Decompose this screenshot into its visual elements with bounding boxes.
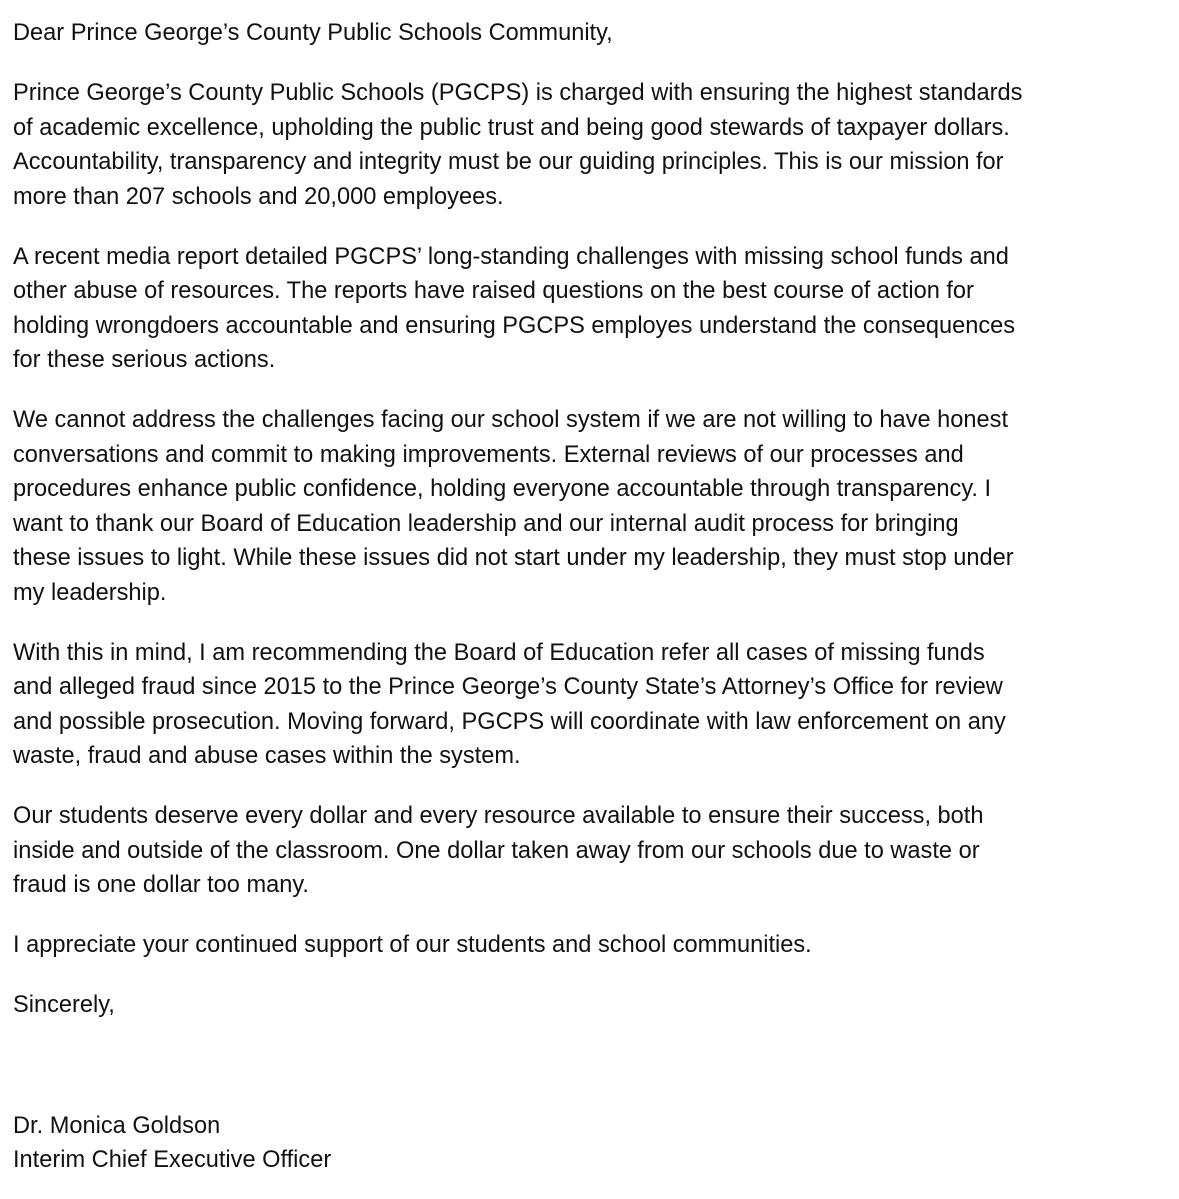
- paragraph: [13, 799, 1022, 903]
- paragraph-line: waste, fraud and abuse cases within the system.: [13, 743, 521, 769]
- paragraph-line: these issues to light. While these issues did not start under my leadership, they must stop under: [13, 545, 1014, 571]
- paragraph-line: of academic excellence, upholding the public trust and being good stewards of taxpayer dollars.: [13, 114, 1010, 141]
- paragraph-line: procedures enhance public confidence, holding everyone accountable through transparency. I: [13, 476, 992, 502]
- paragraph-line: We cannot address the challenges facing our school system if we are not willing to have honest: [13, 407, 1008, 433]
- paragraph-line: and alleged fraud since 2015 to the Prince George’s County State’s Attorney’s Office for review: [13, 674, 1003, 700]
- paragraph-line: I appreciate your continued support of our students and school communities.: [13, 932, 812, 958]
- paragraph-line: inside and outside of the classroom. One dollar taken away from our schools due to waste or: [13, 837, 980, 864]
- paragraph: [13, 76, 1022, 214]
- paragraph: [13, 240, 1022, 378]
- paragraph-line: Our students deserve every dollar and every resource available to ensure their success, both: [13, 803, 984, 829]
- closing-text: Sincerely,: [13, 992, 115, 1018]
- paragraph-line: holding wrongdoers accountable and ensuring PGCPS employes understand the consequences: [13, 312, 1016, 339]
- closing: [13, 988, 1022, 1023]
- paragraph-line: Prince George’s County Public Schools (PGCPS) is charged with ensuring the highest standards: [13, 80, 1023, 106]
- paragraph-line: Accountability, transparency and integrity must be our guiding principles. This is our mission for: [13, 149, 1004, 175]
- paragraph-line: for these serious actions.: [13, 347, 276, 373]
- letter-body: [13, 76, 1022, 963]
- paragraph-line: conversations and commit to making improvements. External reviews of our processes and: [13, 441, 964, 468]
- salutation-text: Dear Prince George’s County Public Schools Community,: [13, 20, 613, 46]
- paragraph: [13, 403, 1022, 610]
- paragraph-line: A recent media report detailed PGCPS’ long-standing challenges with missing school funds and: [13, 243, 1009, 270]
- paragraph: [13, 928, 1022, 963]
- paragraph-line: fraud is one dollar too many.: [13, 872, 309, 898]
- paragraph-line: and possible prosecution. Moving forward, PGCPS will coordinate with law enforcement on any: [13, 708, 1006, 735]
- paragraph-line: my leadership.: [13, 579, 167, 606]
- signer-name: Dr. Monica Goldson: [13, 1112, 221, 1139]
- salutation: [13, 16, 1022, 51]
- signature-block: [13, 1109, 1022, 1178]
- paragraph-line: want to thank our Board of Education leadership and our internal audit process for bringing: [13, 510, 959, 537]
- letter: [13, 16, 1022, 1178]
- paragraph-line: more than 207 schools and 20,000 employees.: [13, 183, 504, 210]
- paragraph: [13, 636, 1022, 774]
- paragraph-line: With this in mind, I am recommending the Board of Education refer all cases of missing funds: [13, 639, 985, 666]
- paragraph-line: other abuse of resources. The reports have raised questions on the best course of action for: [13, 278, 974, 304]
- signer-title: Interim Chief Executive Officer: [13, 1147, 332, 1173]
